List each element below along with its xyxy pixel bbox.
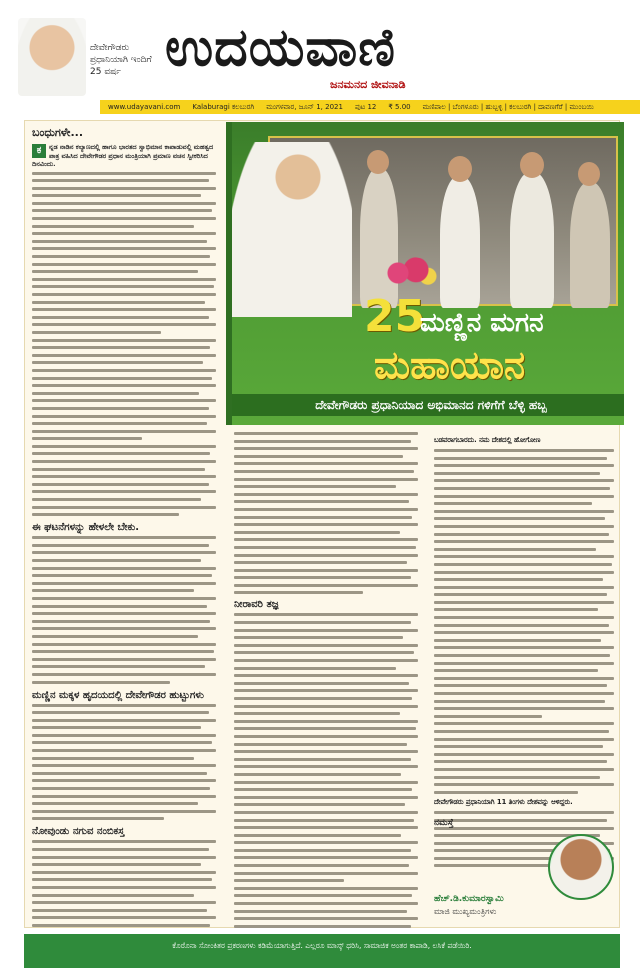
masthead	[0, 0, 640, 100]
author-name: ಹೆಚ್.ಡಿ.ಕುಮಾರಸ್ವಾಮಿ	[434, 894, 504, 904]
mid-body-1	[234, 432, 418, 594]
article-heading: ಬಂಧುಗಳೇ...	[32, 126, 83, 139]
deve-gowda-portrait	[18, 18, 86, 96]
mid-body-2	[234, 613, 418, 928]
edition-cities: ಮಣಿಪಾಲ | ಬೆಂಗಳೂರು | ಹುಬ್ಬಳ್ಳಿ | ಕಲಬುರಗಿ | ದಾವಣಗೆರೆ | ಮುಂಬಯಿ	[422, 103, 594, 111]
website-link[interactable]: www.udayavani.com	[108, 103, 181, 111]
author-block	[434, 834, 618, 920]
right-body-1	[434, 449, 614, 794]
issue-date: ಮಂಗಳವಾರ, ಜೂನ್ 1, 2021	[266, 103, 343, 111]
newspaper-logo: ಉದಯವಾಣಿ	[165, 17, 396, 78]
masthead-caption: ದೇವೇಗೌಡರು ಪ್ರಧಾನಿಯಾಗಿ ಇಂದಿಗೆ 25 ವರ್ಷ	[90, 43, 152, 77]
hero-banner	[226, 122, 624, 425]
newspaper-tagline: ಜನಮನದ ಜೀವನಾಡಿ	[330, 78, 406, 91]
subheading-hearts: ಮಣ್ಣಿನ ಮಕ್ಕಳ ಹೃದಯದಲ್ಲಿ ದೇವೇಗೌಡರ ಹುಟ್ಟುಗಳು	[32, 689, 204, 701]
article-intro-text: ನ್ನಡ ನಾಡಿನ ಕಲ್ಯಾಣದಲ್ಲಿ ಹಾಗೂ ಭಾರತದ ಸ್ವಾಭಿಮಾನ ಕಾಪಾಡುವಲ್ಲಿ ಮಹತ್ವದ ಪಾತ್ರ ವಹಿಸಿದ ದೇವೇಗೌಡರ ಪ್ರಧಾನ ಮಂತ್ರಿಯಾಗಿ ಪ್ರಮಾಣ ವಚನ ಸ್ವೀಕರಿಸಿದ ದಿನವಿಂದು.	[32, 143, 214, 168]
deve-gowda-cutout	[232, 142, 352, 317]
author-role: ಮಾಜಿ ಮುಖ್ಯಮಂತ್ರಿಗಳು	[434, 907, 497, 916]
anniversary-number: 25	[364, 291, 426, 342]
hero-title-line2: ಮಹಾಯಾನ	[374, 343, 526, 387]
covid-advisory-footer: ಕೊರೊನಾ ಸೋಂಕಿತರ ಪ್ರಕರಣಗಳು ಕಡಿಮೆಯಾಗುತ್ತಿದೆ. ಎಲ್ಲರೂ ಮಾಸ್ಕ್ ಧರಿಸಿ, ಸಾಮಾಜಿಕ ಅಂತರ ಕಾಪಾಡಿ, ಲಸಿಕೆ ಪಡೆಯಿರಿ.	[24, 934, 620, 968]
article-body-2	[32, 536, 216, 683]
hero-title-line1: ಮಣ್ಣಿನ ಮಗನ	[420, 308, 544, 338]
subheading-irrigation: ನೀರಾವರಿ ತಜ್ಞ	[234, 599, 279, 611]
subheading-trust: ನೋವುಂಡು ನಗುವ ನಂಬಿಕಸ್ತ	[32, 826, 125, 838]
article-body-3	[32, 704, 216, 821]
left-article-column	[24, 120, 224, 928]
middle-article-column	[228, 428, 424, 928]
article-intro	[32, 143, 216, 169]
author-photo	[548, 834, 614, 900]
hero-subtitle: ದೇವೇಗೌಡರು ಪ್ರಧಾನಿಯಾದ ಅಭಿಮಾನದ ಗಳಿಗೆಗೆ ಬೆಳ್ಳಿ ಹಬ್ಬ	[232, 394, 624, 416]
subheading-events: ಈ ಘಟನೆಗಳನ್ನು ಹೇಳಲೇ ಬೇಕು.	[32, 522, 140, 534]
article-body-4	[32, 840, 216, 927]
edition-name: Kalaburagi ಕಲಬುರಗಿ	[192, 103, 255, 111]
page-number: ಪುಟ 12	[354, 103, 377, 111]
right-lead: ಬಡವರಾಗಬಾರದು. ನಮ ದೇಶದಲ್ಲಿ ಹೋಗೋಣ	[434, 436, 541, 444]
drop-cap: ಕ	[32, 144, 46, 158]
signoff: ನಮಸ್ತೆ	[434, 818, 454, 828]
right-emphasis: ದೇವೇಗೌಡರು ಪ್ರಧಾನಿಯಾಗಿ 11 ತಿಂಗಳು ದೇಶವನ್ನು ಆಳಿದ್ದರು.	[434, 798, 573, 807]
edition-strip	[100, 100, 640, 114]
flower-bouquet	[380, 257, 440, 289]
article-body-1	[32, 172, 216, 517]
price: ₹ 5.00	[388, 103, 411, 111]
